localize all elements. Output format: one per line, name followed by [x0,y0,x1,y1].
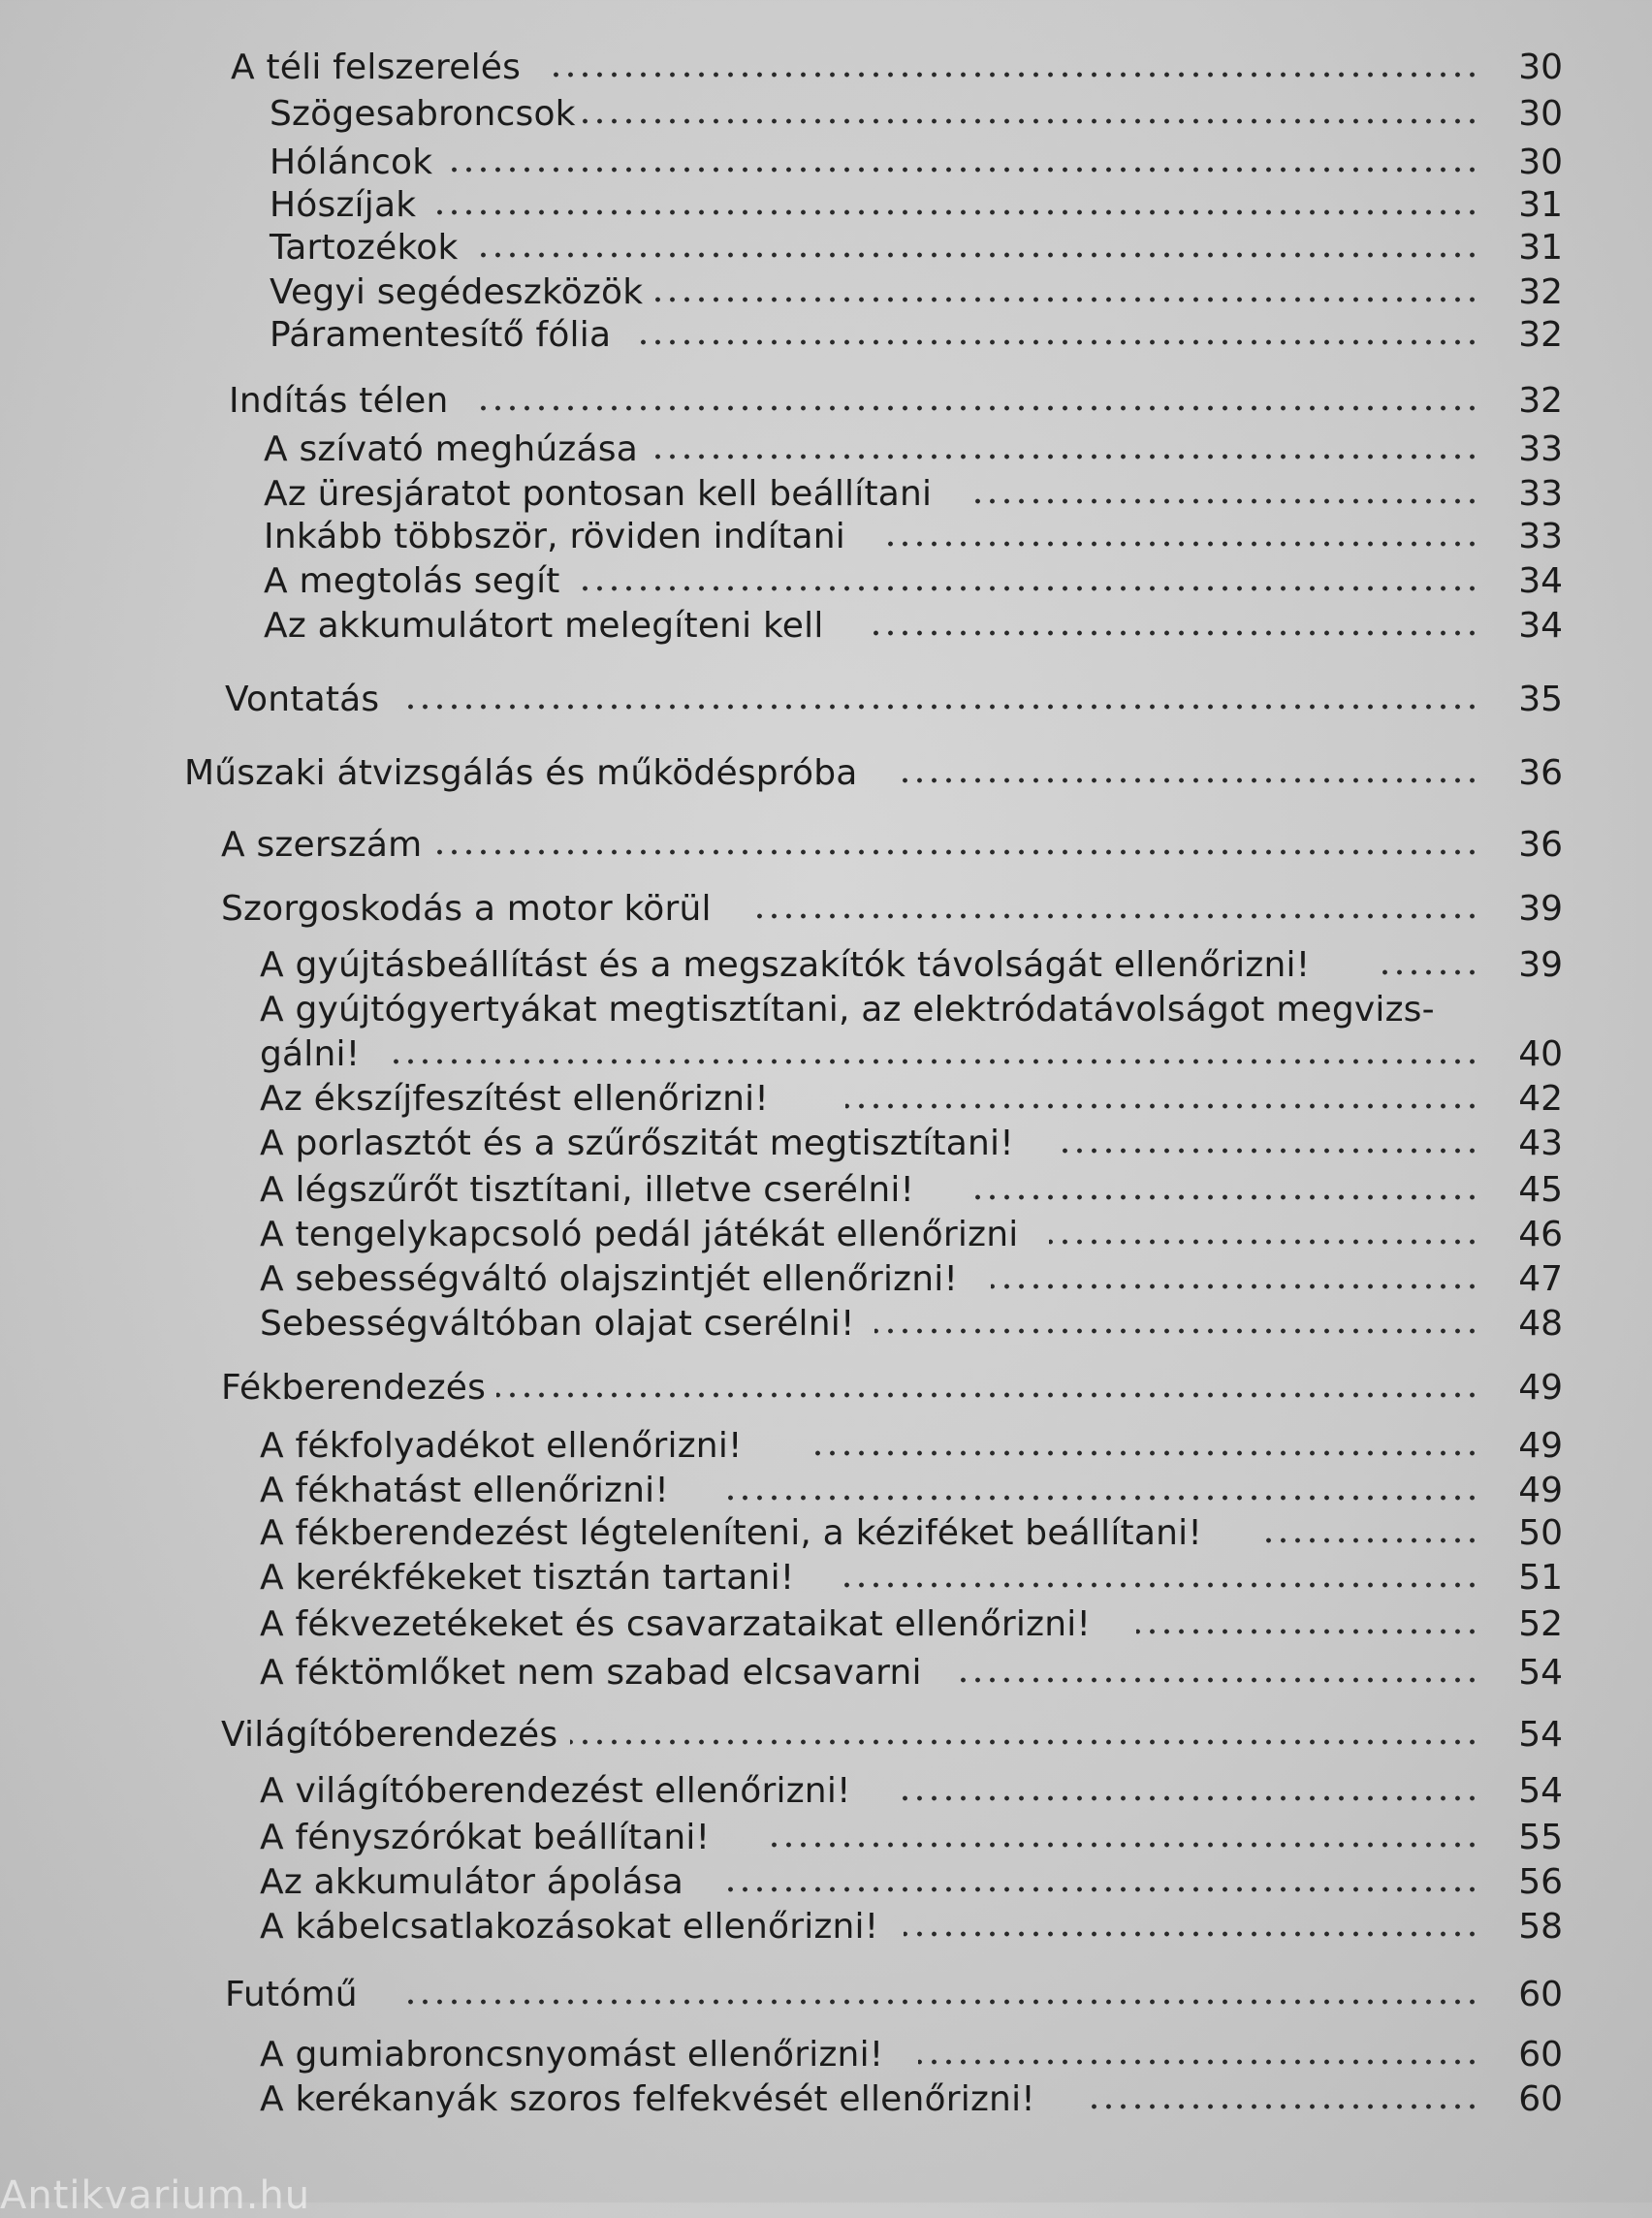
toc-entry-title: Hóláncok [270,143,433,182]
dot-leader [632,339,1479,345]
toc-entry [0,1078,1652,1121]
toc-entry [0,1123,1652,1165]
toc-entry [0,47,1652,89]
toc-entry-page-number: 31 [1518,228,1563,268]
dot-leader [1136,1629,1479,1634]
dot-leader [894,1795,1479,1801]
toc-entry-page-number: 32 [1518,272,1563,312]
toc-entry-title: Inkább többször, röviden indítani [264,517,845,556]
toc-entry-page-number: 33 [1518,429,1563,469]
toc-entry-page-number: 60 [1518,2035,1563,2075]
toc-entry-title: Az ékszíjfeszítést ellenőrizni! [260,1079,769,1119]
toc-entry-title: Hószíjak [270,185,417,225]
toc-entry [0,1603,1652,1646]
toc-entry-title: Indítás télen [229,381,449,421]
toc-entry-title: A fékfolyadékot ellenőrizni! [260,1426,743,1466]
dot-leader [748,913,1479,919]
toc-entry [0,944,1652,987]
toc-entry-page-number: 36 [1518,825,1563,865]
toc-entry-page-number: 36 [1518,753,1563,793]
dot-leader [430,209,1479,215]
dot-leader [836,1582,1479,1588]
toc-entry-title: Sebességváltóban olajat cserélni! [260,1304,855,1344]
toc-entry [0,888,1652,931]
toc-entry [0,2078,1652,2121]
dot-leader [1379,969,1479,975]
toc-entry-title: Az akkumulátor ápolása [260,1862,683,1902]
toc-entry-title: A porlasztót és a szűrőszitát megtisztítani! [260,1124,1014,1163]
toc-entry-page-number: 47 [1518,1259,1563,1299]
toc-entry-title: A légszűrőt tisztítani, illetve cserélni! [260,1170,915,1210]
toc-entry [0,142,1652,184]
toc-entry [0,1169,1652,1212]
toc-entry-page-number: 52 [1518,1604,1563,1644]
dot-leader [392,1059,1479,1064]
toc-entry-page-number: 31 [1518,185,1563,225]
toc-entry-page-number: 30 [1518,48,1563,87]
toc-entry [0,1214,1652,1256]
toc-entry-title: A kerékanyák szoros felfekvését ellenőrizni! [260,2079,1035,2119]
toc-entry [0,1817,1652,1859]
toc-entry-title: Világítóberendezés [221,1715,558,1755]
toc-entry [0,184,1652,227]
dot-leader [869,630,1479,636]
toc-entry-title: A világítóberendezést ellenőrizni! [260,1771,851,1811]
dot-leader [975,498,1479,504]
toc-entry [0,989,1652,1031]
toc-entry-title: A fékvezetékeket és csavarzataikat ellenőrizni! [260,1604,1092,1644]
watermark: Antikvarium.hu [0,2173,311,2218]
toc-entry-title: A fékberendezést légteleníteni, a kéziféket beállítani! [260,1513,1202,1553]
toc-entry-page-number: 43 [1518,1124,1563,1163]
toc-entry [0,1425,1652,1468]
toc-entry [0,1258,1652,1301]
dot-leader [1049,1239,1479,1245]
dot-leader [719,1495,1479,1501]
dot-leader [578,586,1479,591]
toc-entry-page-number: 60 [1518,2079,1563,2119]
dot-leader [545,72,1479,78]
toc-entry-page-number: 39 [1518,945,1563,985]
toc-entry-title: gálni! [260,1034,361,1074]
dot-leader [446,167,1479,173]
dot-leader [475,405,1479,411]
dot-leader [399,704,1479,710]
dot-leader [878,541,1479,547]
toc-entry-page-number: 45 [1518,1170,1563,1210]
dot-leader [576,118,1479,124]
dot-leader [991,1283,1479,1289]
toc-entry [0,1512,1652,1555]
toc-entry-title: A szerszám [221,825,423,865]
toc-entry-page-number: 34 [1518,561,1563,601]
toc-entry [0,1033,1652,1076]
toc-entry [0,93,1652,136]
toc-entry [0,227,1652,269]
toc-entry-title: A kerékfékeket tisztán tartani! [260,1558,795,1598]
dot-leader [429,849,1479,855]
dot-leader [1086,2104,1479,2109]
dot-leader [570,1739,1479,1745]
toc-entry-title: A megtolás segít [264,561,560,601]
dot-leader [719,1886,1479,1892]
dot-leader [952,1677,1479,1683]
toc-entry-page-number: 51 [1518,1558,1563,1598]
dot-leader [646,454,1479,459]
toc-entry-title: Szorgoskodás a motor körül [221,889,712,929]
toc-entry-title: A gumiabroncsnyomást ellenőrizni! [260,2035,884,2075]
toc-entry-title: Fékberendezés [221,1368,487,1408]
toc-entry-page-number: 30 [1518,143,1563,182]
toc-entry [0,1906,1652,1949]
toc-entry-title: A féktömlőket nem szabad elcsavarni [260,1653,922,1693]
toc-entry-page-number: 50 [1518,1513,1563,1553]
toc-entry [0,1770,1652,1813]
toc-entry [0,314,1652,357]
toc-entry-page-number: 32 [1518,315,1563,355]
toc-entry [0,1714,1652,1757]
toc-entry-page-number: 56 [1518,1862,1563,1902]
toc-entry [0,1652,1652,1695]
toc-entry-page-number: 48 [1518,1304,1563,1344]
toc-entry-page-number: 34 [1518,606,1563,646]
toc-entry-title: Az akkumulátort melegíteni kell [264,606,824,646]
dot-leader [904,1931,1479,1937]
toc-entry-title: A kábelcsatlakozásokat ellenőrizni! [260,1907,879,1947]
toc-entry [0,271,1652,314]
toc-entry-page-number: 35 [1518,680,1563,719]
dot-leader [1262,1537,1479,1543]
dot-leader [1059,1148,1479,1154]
toc-entry-page-number: 49 [1518,1368,1563,1408]
toc-entry [0,1303,1652,1346]
toc-entry-page-number: 46 [1518,1215,1563,1254]
toc-entry [0,824,1652,867]
dot-leader [477,252,1479,258]
dot-leader [768,1842,1479,1848]
toc-entry-page-number: 54 [1518,1771,1563,1811]
toc-entry-title: Az üresjáratot pontosan kell beállítani [264,474,933,514]
dot-leader [971,1194,1479,1200]
toc-entry [0,679,1652,721]
toc-entry-title: A sebességváltó olajszintjét ellenőrizni! [260,1259,959,1299]
toc-entry-title: A fényszórókat beállítani! [260,1818,711,1857]
toc-entry [0,1470,1652,1512]
toc-entry-page-number: 49 [1518,1426,1563,1466]
toc-entry [0,1974,1652,2016]
toc-entry [0,752,1652,795]
toc-entry-title: A tengelykapcsoló pedál játékát ellenőrizni [260,1215,1019,1254]
toc-entry-title: A gyújtásbeállítást és a megszakítók távolságát ellenőrizni! [260,945,1311,985]
dot-leader [807,1450,1479,1456]
toc-entry-page-number: 33 [1518,474,1563,514]
toc-entry-page-number: 40 [1518,1034,1563,1074]
toc-entry [0,1861,1652,1904]
toc-entry [0,605,1652,648]
dot-leader [896,777,1479,783]
toc-entry-page-number: 55 [1518,1818,1563,1857]
toc-entry-title: A fékhatást ellenőrizni! [260,1471,669,1510]
toc-entry-page-number: 42 [1518,1079,1563,1119]
toc-entry [0,516,1652,558]
toc-entry-page-number: 60 [1518,1975,1563,2014]
toc-entry-title: A szívató meghúzása [264,429,638,469]
toc-entry-page-number: 49 [1518,1471,1563,1510]
toc-entry [0,380,1652,423]
dot-leader [918,2059,1479,2065]
toc-entry-page-number: 39 [1518,889,1563,929]
toc-entry-title: A téli felszerelés [231,48,522,87]
toc-entry-title: A gyújtógyertyákat megtisztítani, az elektródatávolságot megvizs- [260,990,1435,1030]
toc-entry-page-number: 54 [1518,1715,1563,1755]
toc-entry-page-number: 58 [1518,1907,1563,1947]
dot-leader [403,1999,1479,2005]
toc-entry-page-number: 54 [1518,1653,1563,1693]
toc-entry-title: Páramentesítő fólia [270,315,612,355]
toc-entry-title: Műszaki átvizsgálás és működéspróba [184,753,858,793]
toc-entry-title: Vegyi segédeszközök [270,272,644,312]
toc-entry [0,428,1652,471]
toc-entry-page-number: 33 [1518,517,1563,556]
toc-entry-title: Tartozékok [270,228,459,268]
toc-entry-page-number: 30 [1518,94,1563,134]
dot-leader [650,297,1479,302]
dot-leader [845,1103,1479,1109]
toc-entry [0,1367,1652,1410]
dot-leader [874,1328,1479,1334]
dot-leader [496,1392,1479,1398]
toc-entry-page-number: 32 [1518,381,1563,421]
toc-entry [0,473,1652,516]
toc-entry-title: Vontatás [225,680,380,719]
toc-entry [0,2034,1652,2076]
toc-entry [0,1557,1652,1600]
toc-entry-title: Futómű [225,1975,358,2014]
toc-entry-title: Szögesabroncsok [270,94,576,134]
toc-entry [0,560,1652,603]
